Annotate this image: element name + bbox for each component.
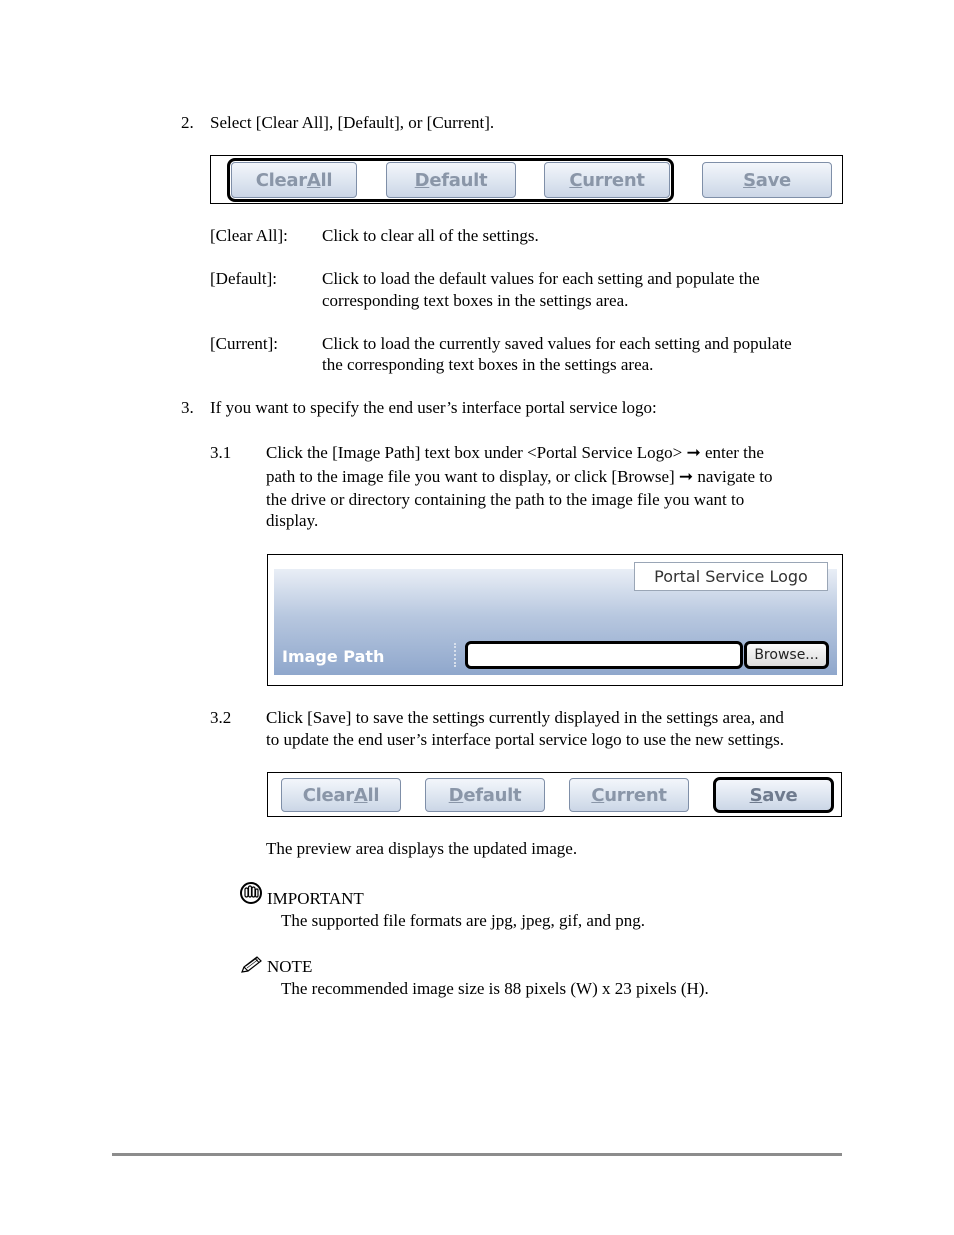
definition-text: Click to load the default values for each setting and populate the (322, 269, 760, 288)
note-text: The recommended image size is 88 pixels (W) x 23 pixels (H). (281, 979, 709, 998)
image-path-label: Image Path (282, 647, 385, 666)
default-button[interactable]: D efault (425, 778, 545, 812)
current-button[interactable]: C urrent (544, 162, 670, 198)
separator (454, 643, 456, 667)
default-button[interactable]: D efault (386, 162, 516, 198)
definition-term-current: [Current]: (210, 334, 278, 353)
current-button[interactable]: C urrent (569, 778, 689, 812)
footer-rule (112, 1153, 842, 1156)
pencil-icon (240, 955, 264, 975)
step-3-text: If you want to specify the end user’s interface portal service logo: (210, 398, 657, 417)
image-path-input[interactable] (465, 641, 743, 669)
definition-term-default: [Default]: (210, 269, 278, 288)
important-text: The supported file formats are jpg, jpeg, gif, and png. (281, 911, 645, 930)
definition-text: Click to clear all of the settings. (322, 226, 539, 245)
definition-text: Click to load the currently saved values for each setting and populate (322, 334, 792, 353)
step-3-number: 3. (181, 398, 194, 417)
step-2-text: Select [Clear All], [Default], or [Current]. (210, 113, 495, 132)
step-3-1-text: the drive or directory containing the path to the image file you want to (266, 490, 745, 509)
button-row-figure-2 (267, 772, 842, 817)
note-heading: NOTE (267, 957, 313, 976)
definition-text: corresponding text boxes in the settings area. (322, 291, 629, 310)
step-3-1-text: Click the [Image Path] text box under <Portal Service Logo> ➞ enter the (266, 443, 764, 462)
save-button[interactable]: S ave (713, 777, 834, 813)
preview-text: The preview area displays the updated image. (266, 839, 578, 858)
clear-all-button[interactable]: Clear A ll (281, 778, 401, 812)
hand-stop-icon (239, 882, 263, 904)
portal-logo-figure (267, 554, 843, 686)
important-heading: IMPORTANT (267, 889, 364, 908)
step-3-2-text: to update the end user’s interface portal service logo to use the new settings. (266, 730, 785, 749)
step-3-2-number: 3.2 (210, 708, 232, 727)
step-3-2-text: Click [Save] to save the settings currently displayed in the settings area, and (266, 708, 784, 727)
step-3-1-number: 3.1 (210, 443, 232, 462)
save-button[interactable]: S ave (702, 162, 832, 198)
step-3-1-text: path to the image file you want to display, or click [Browse] ➞ navigate to (266, 467, 773, 486)
browse-button[interactable]: Browse... (744, 641, 829, 669)
step-3-1-text: display. (266, 511, 319, 530)
step-2-number: 2. (181, 113, 194, 132)
clear-all-button[interactable]: Clear A ll (231, 162, 357, 198)
definition-text: the corresponding text boxes in the settings area. (322, 355, 654, 374)
portal-service-logo-tab[interactable]: Portal Service Logo (634, 562, 828, 591)
button-row-figure-1 (210, 155, 843, 204)
definition-term-clear-all: [Clear All]: (210, 226, 288, 245)
